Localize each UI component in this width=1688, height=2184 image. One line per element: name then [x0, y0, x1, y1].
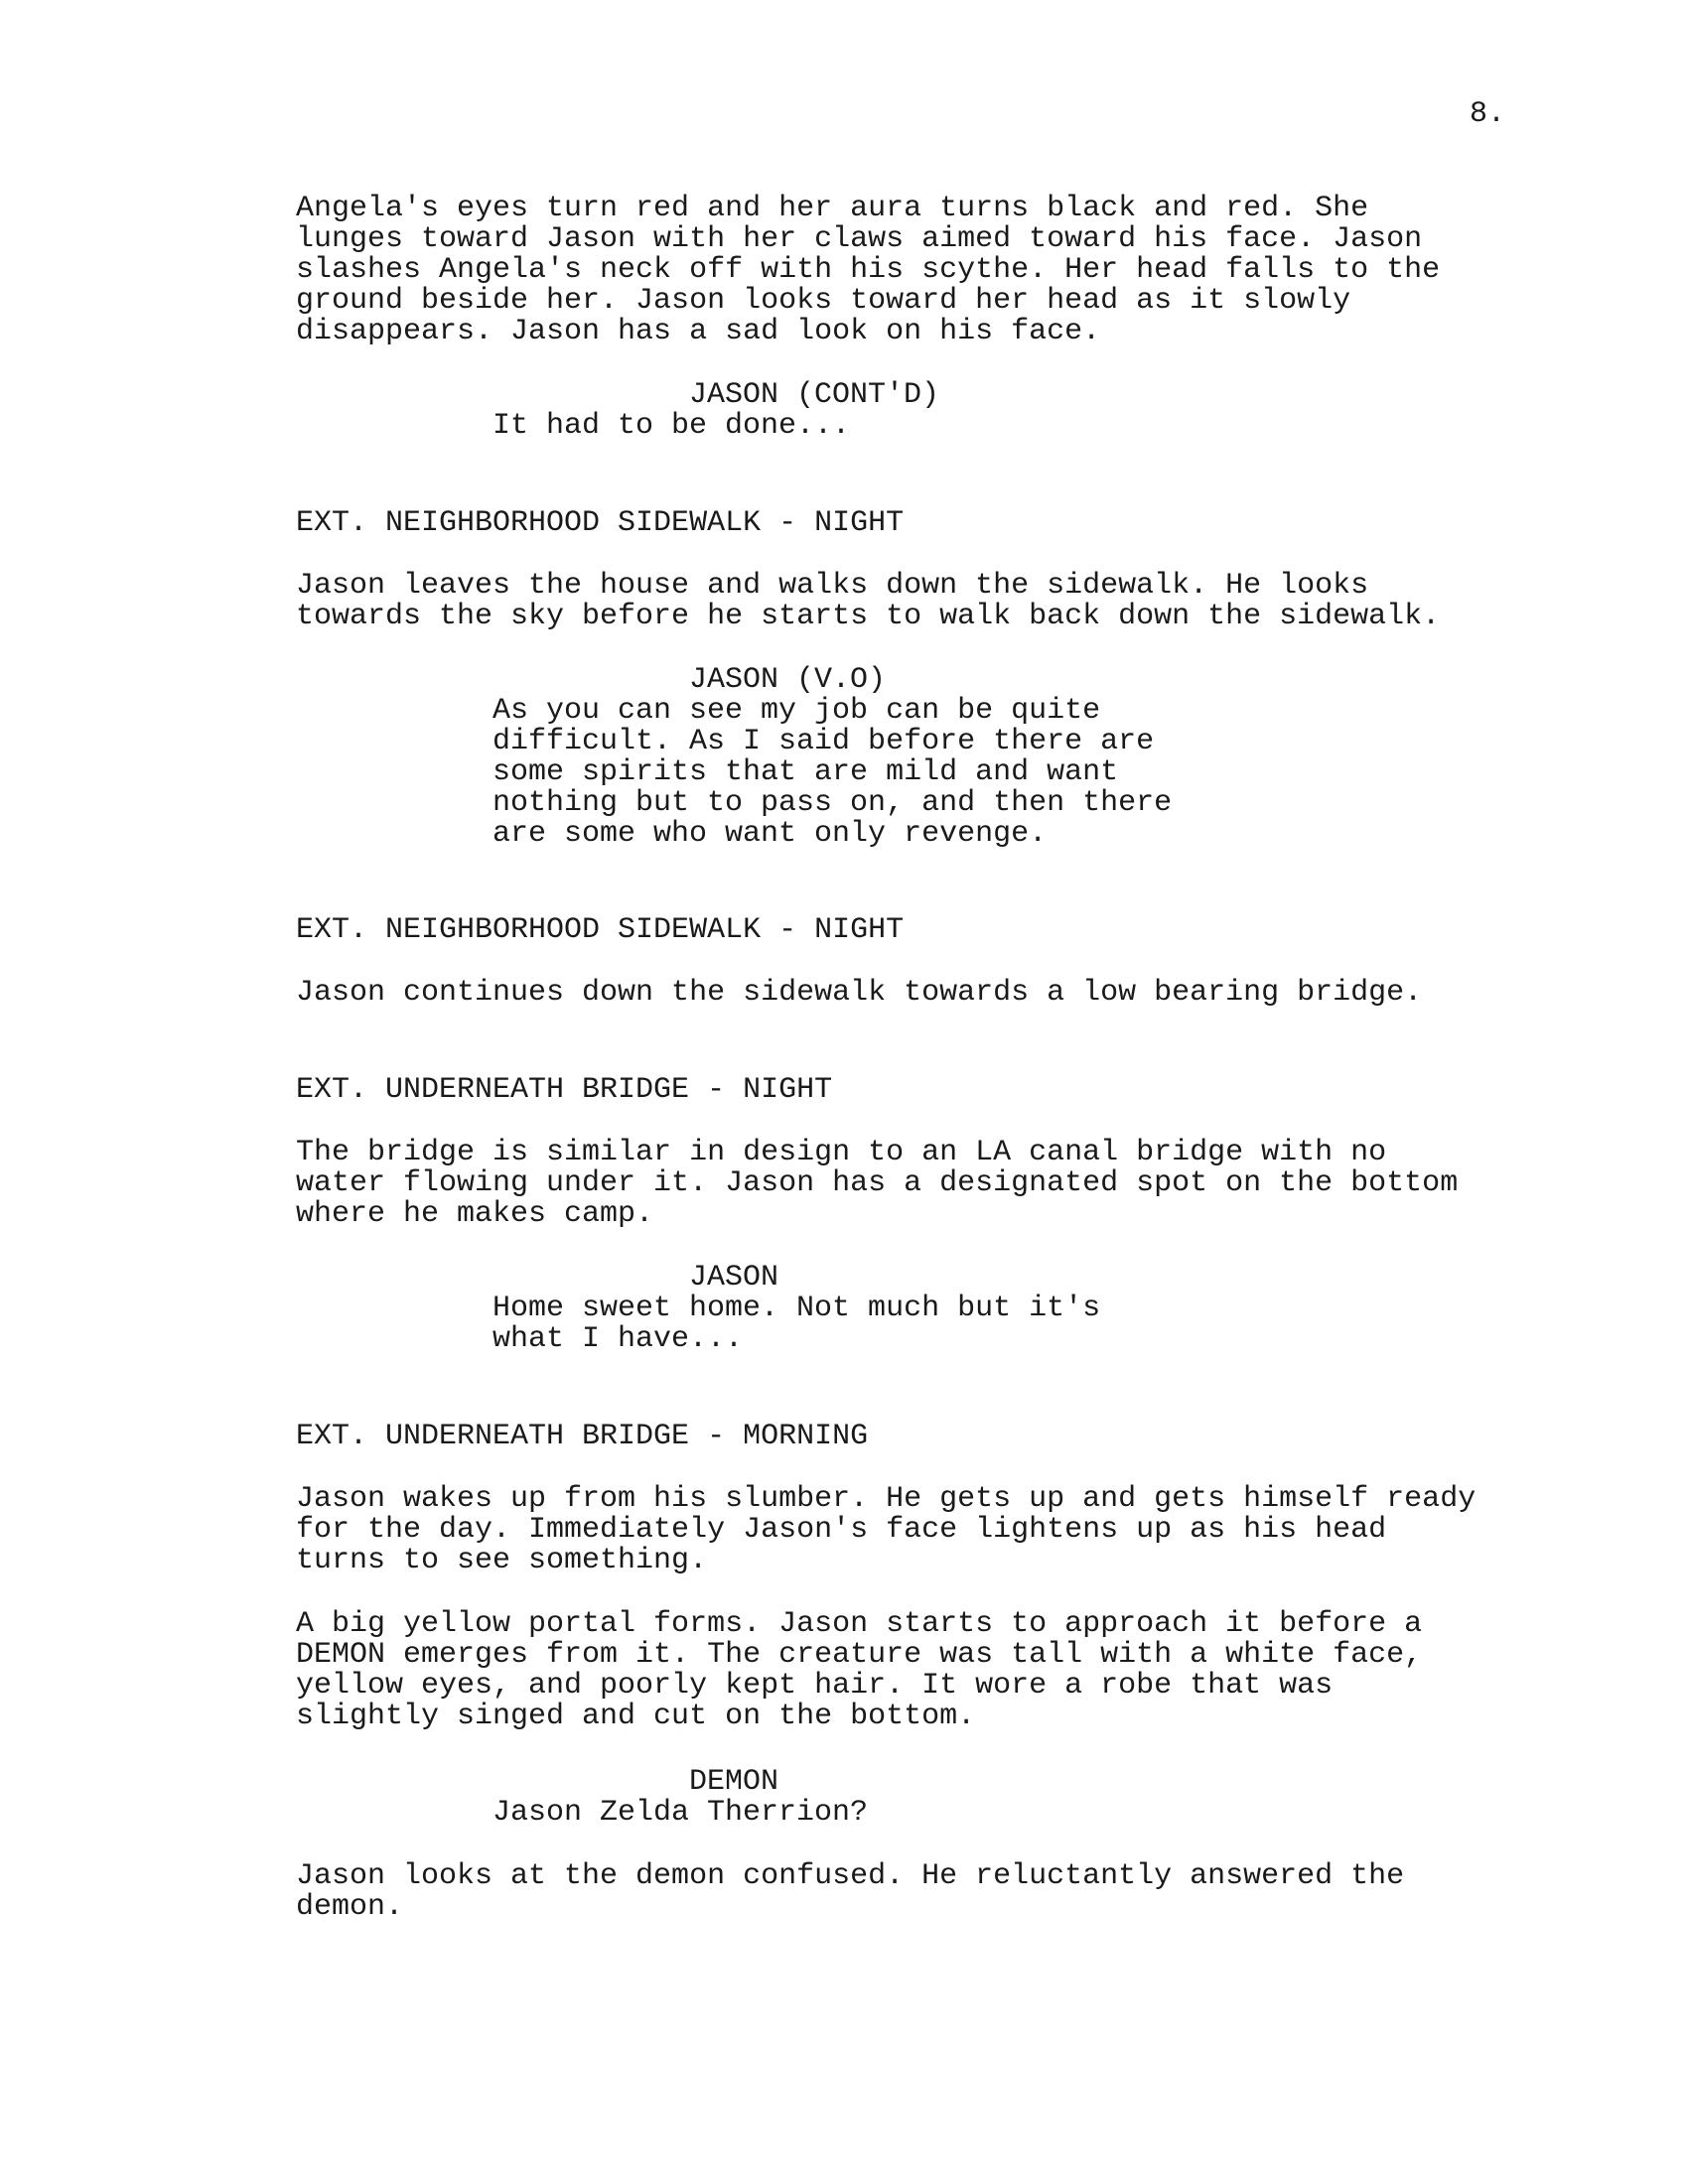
script-line: demon.	[296, 1890, 404, 1924]
scene-heading	[296, 1422, 868, 1452]
script-line: ground beside her. Jason looks toward her head as it slowly	[296, 284, 1351, 318]
script-line: EXT. UNDERNEATH BRIDGE - NIGHT	[296, 1073, 833, 1107]
script-line: slightly singed and cut on the bottom.	[296, 1700, 976, 1733]
script-line: It had to be done...	[492, 409, 851, 443]
script-line: slashes Angela's neck off with his scythe. Her head falls to the	[296, 253, 1441, 287]
script-line: DEMON	[689, 1765, 779, 1799]
action-block	[296, 571, 1440, 632]
script-line: Home sweet home. Not much but it's	[492, 1292, 1101, 1325]
dialogue-block	[492, 411, 850, 442]
script-line: what I have...	[492, 1322, 744, 1356]
action-block	[296, 194, 1440, 347]
script-line: EXT. NEIGHBORHOOD SIDEWALK - NIGHT	[296, 913, 905, 947]
script-line: EXT. UNDERNEATH BRIDGE - MORNING	[296, 1420, 869, 1453]
action-block	[296, 1861, 1404, 1923]
action-block	[296, 1138, 1458, 1230]
script-line: nothing but to pass on, and then there	[492, 786, 1173, 820]
scene-heading	[296, 1075, 832, 1106]
script-line: JASON (CONT'D)	[689, 378, 940, 412]
script-line: towards the sky before he starts to walk back down the sidewalk.	[296, 600, 1441, 633]
script-line: where he makes camp.	[296, 1197, 654, 1231]
script-line: yellow eyes, and poorly kept hair. It wore a robe that was	[296, 1669, 1334, 1703]
dialogue-block	[492, 1294, 1100, 1355]
script-line: Jason Zelda Therrion?	[492, 1796, 869, 1830]
script-line: lunges toward Jason with her claws aimed toward his face. Jason	[296, 222, 1423, 256]
script-line: are some who want only revenge.	[492, 817, 1048, 851]
script-line: JASON (V.O)	[689, 663, 887, 697]
page-number: 8.	[1470, 97, 1506, 131]
script-line: A big yellow portal forms. Jason starts to approach it before a	[296, 1607, 1423, 1641]
script-line: As you can see my job can be quite	[492, 694, 1101, 728]
character-cue	[689, 380, 939, 411]
script-line: some spirits that are mild and want	[492, 755, 1119, 789]
script-line: difficult. As I said before there are	[492, 725, 1155, 758]
dialogue-block	[492, 696, 1172, 850]
action-block	[296, 1484, 1476, 1576]
scene-heading	[296, 508, 904, 539]
character-cue	[689, 1263, 778, 1294]
script-line: Jason wakes up from his slumber. He gets up and gets himself ready	[296, 1482, 1477, 1516]
script-line: disappears. Jason has a sad look on his face.	[296, 315, 1101, 348]
scene-heading	[296, 915, 904, 946]
script-line: JASON	[689, 1261, 779, 1295]
action-block	[296, 978, 1422, 1009]
script-line: The bridge is similar in design to an LA canal bridge with no	[296, 1136, 1387, 1169]
script-line: DEMON emerges from it. The creature was tall with a white face,	[296, 1638, 1423, 1672]
script-line: turns to see something.	[296, 1544, 708, 1577]
character-cue	[689, 665, 886, 696]
dialogue-block	[492, 1798, 868, 1829]
character-cue	[689, 1767, 778, 1798]
script-line: Jason looks at the demon confused. He reluctantly answered the	[296, 1859, 1405, 1893]
action-block	[296, 1609, 1422, 1732]
script-line: Jason leaves the house and walks down the sidewalk. He looks	[296, 569, 1369, 603]
script-line: EXT. NEIGHBORHOOD SIDEWALK - NIGHT	[296, 506, 905, 540]
script-line: Jason continues down the sidewalk towards a low bearing bridge.	[296, 976, 1423, 1010]
script-line: water flowing under it. Jason has a designated spot on the bottom	[296, 1166, 1459, 1200]
script-line: for the day. Immediately Jason's face lightens up as his head	[296, 1513, 1387, 1547]
script-line: Angela's eyes turn red and her aura turns black and red. She	[296, 192, 1369, 225]
